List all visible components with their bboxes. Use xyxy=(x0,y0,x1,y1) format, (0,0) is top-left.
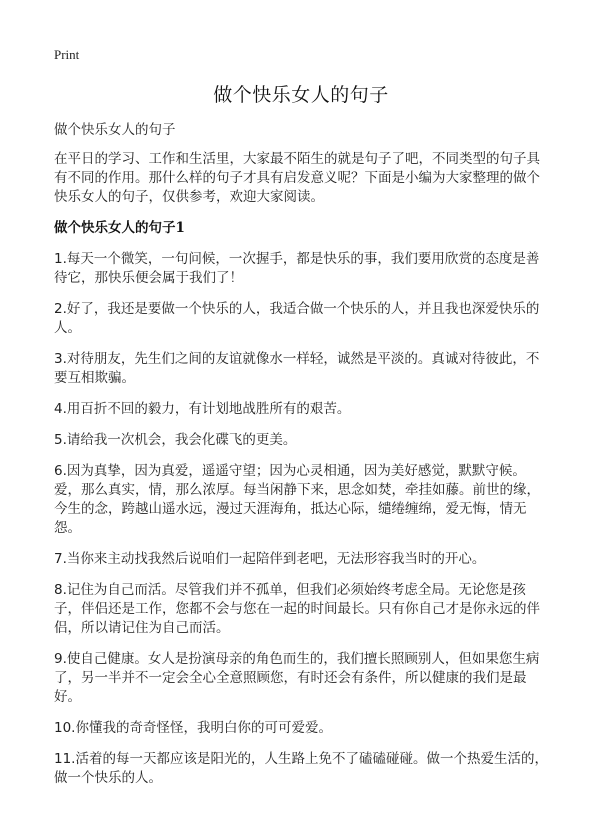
list-item: 5.请给我一次机会，我会化碟飞的更美。 xyxy=(54,432,297,448)
section-heading: 做个快乐女人的句子1 xyxy=(54,220,185,236)
list-item: 9.使自己健康。女人是扮演母亲的角色而生的，我们擅长照顾别人，但如果您生病了，另一半并不一定会全心全意照顾您，有时还会有条件，所以健康的我们是最好。 xyxy=(54,651,540,705)
list-item: 11.活着的每一天都应该是阳光的，人生路上免不了磕磕碰碰。做一个热爱生活的，做一个快乐的人。 xyxy=(54,751,548,786)
list-item: 1.每天一个微笑，一句问候，一次握手，都是快乐的事，我们要用欣赏的态度是善待它，那快乐便会属于我们了！ xyxy=(54,251,540,286)
print-link[interactable]: Print xyxy=(54,47,80,62)
list-item: 6.因为真挚，因为真爱，遥遥守望；因为心灵相通，因为美好感觉，默默守候。爱，那么真实，情，那么浓厚。每当闲静下来，思念如焚，牵挂如藤。前世的缘，今生的念，跨越山遥水远，漫过天涯海角，抵达心际，缱绻缠绵，爱无悔，情无怨。 xyxy=(54,463,540,536)
list-item: 3.对待朋友，先生们之间的友谊就像水一样轻，诚然是平淡的。真诚对待彼此，不要互相欺骗。 xyxy=(54,351,540,386)
list-item: 7.当你来主动找我然后说咱们一起陪伴到老吧，无法形容我当时的开心。 xyxy=(54,551,486,567)
list-item: 10.你懂我的奇奇怪怪，我明白你的可可爱爱。 xyxy=(54,720,332,736)
document-body xyxy=(54,150,548,800)
list-item: 4.用百折不回的毅力，有计划地战胜所有的艰苦。 xyxy=(54,401,351,417)
document-subtitle: 做个快乐女人的句子 xyxy=(54,122,176,138)
intro-paragraph: 在平日的学习、工作和生活里，大家最不陌生的就是句子了吧，不同类型的句子具有不同的作用。那什么样的句子才具有启发意义呢？下面是小编为大家整理的做个快乐女人的句子，仅供参考，欢迎大家阅读。 xyxy=(54,151,540,205)
page-title: 做个快乐女人的句子 xyxy=(213,84,389,106)
list-item: 8.记住为自己而活。尽管我们并不孤单，但我们必须始终考虑全局。无论您是孩子，伴侣还是工作，您都不会与您在一起的时间最长。只有你自己才是你永远的伴侣，所以请记住为自己而活。 xyxy=(54,582,540,636)
list-item: 2.好了，我还是要做一个快乐的人，我适合做一个快乐的人，并且我也深爱快乐的人。 xyxy=(54,301,540,336)
